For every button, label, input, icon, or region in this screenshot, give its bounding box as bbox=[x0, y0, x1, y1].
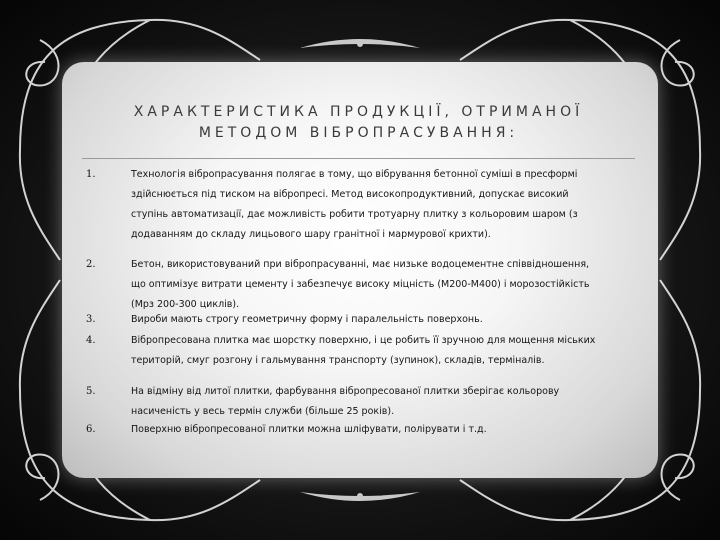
list-item-number: 4. bbox=[86, 335, 96, 346]
list-item-number: 1. bbox=[86, 169, 96, 180]
list-item-text: Вироби мають строгу геометричну форму і паралельність поверхонь. bbox=[131, 314, 483, 325]
list-item-text: На відміну від литої плитки, фарбування вібропресованої плитки зберігає кольорову насиченість у весь термін служби (більше 25 років). bbox=[131, 386, 560, 417]
list-item-text: Поверхню вібропресованої плитки можна шліфувати, полірувати і т.д. bbox=[131, 424, 487, 435]
list-item-text: Вібропресована плитка має шорстку поверхню, і це робить її зручною для мощення міських територій, смуг розгону і гальмування транспорту (зупинок), складів, терміналів. bbox=[131, 335, 596, 366]
title-line-2: МЕТОДОМ ВІБРОПРАСУВАННЯ: bbox=[198, 125, 519, 141]
list-item-number: 2. bbox=[86, 259, 96, 270]
title-line-1: ХАРАКТЕРИСТИКА ПРОДУКЦІЇ, ОТРИМАНОЇ bbox=[133, 104, 584, 120]
list-item-number: 5. bbox=[86, 386, 96, 397]
list-item-number: 6. bbox=[86, 424, 96, 435]
list-item-text: Технологія вібропрасування полягає в тому, що вібрування бетонної суміші в пресформі здійснюється під тиском на вібропресі. Метод високопродуктивний, допускає високий ступінь автоматизації, дає можливість робити тротуарну плитку з кольоровим шаром (з додаванням до складу лицьового шару гранітної і мармурової крихти). bbox=[131, 169, 578, 240]
list-item-number: 3. bbox=[86, 314, 96, 325]
list-item-text: Бетон, використовуваний при вібропрасуванні, має низьке водоцементне співвідношення, що оптимізує витрати цементу і забезпечує високу міцність (М200-М400) і морозостійкість (Мрз 200-300 циклів). bbox=[131, 259, 590, 310]
